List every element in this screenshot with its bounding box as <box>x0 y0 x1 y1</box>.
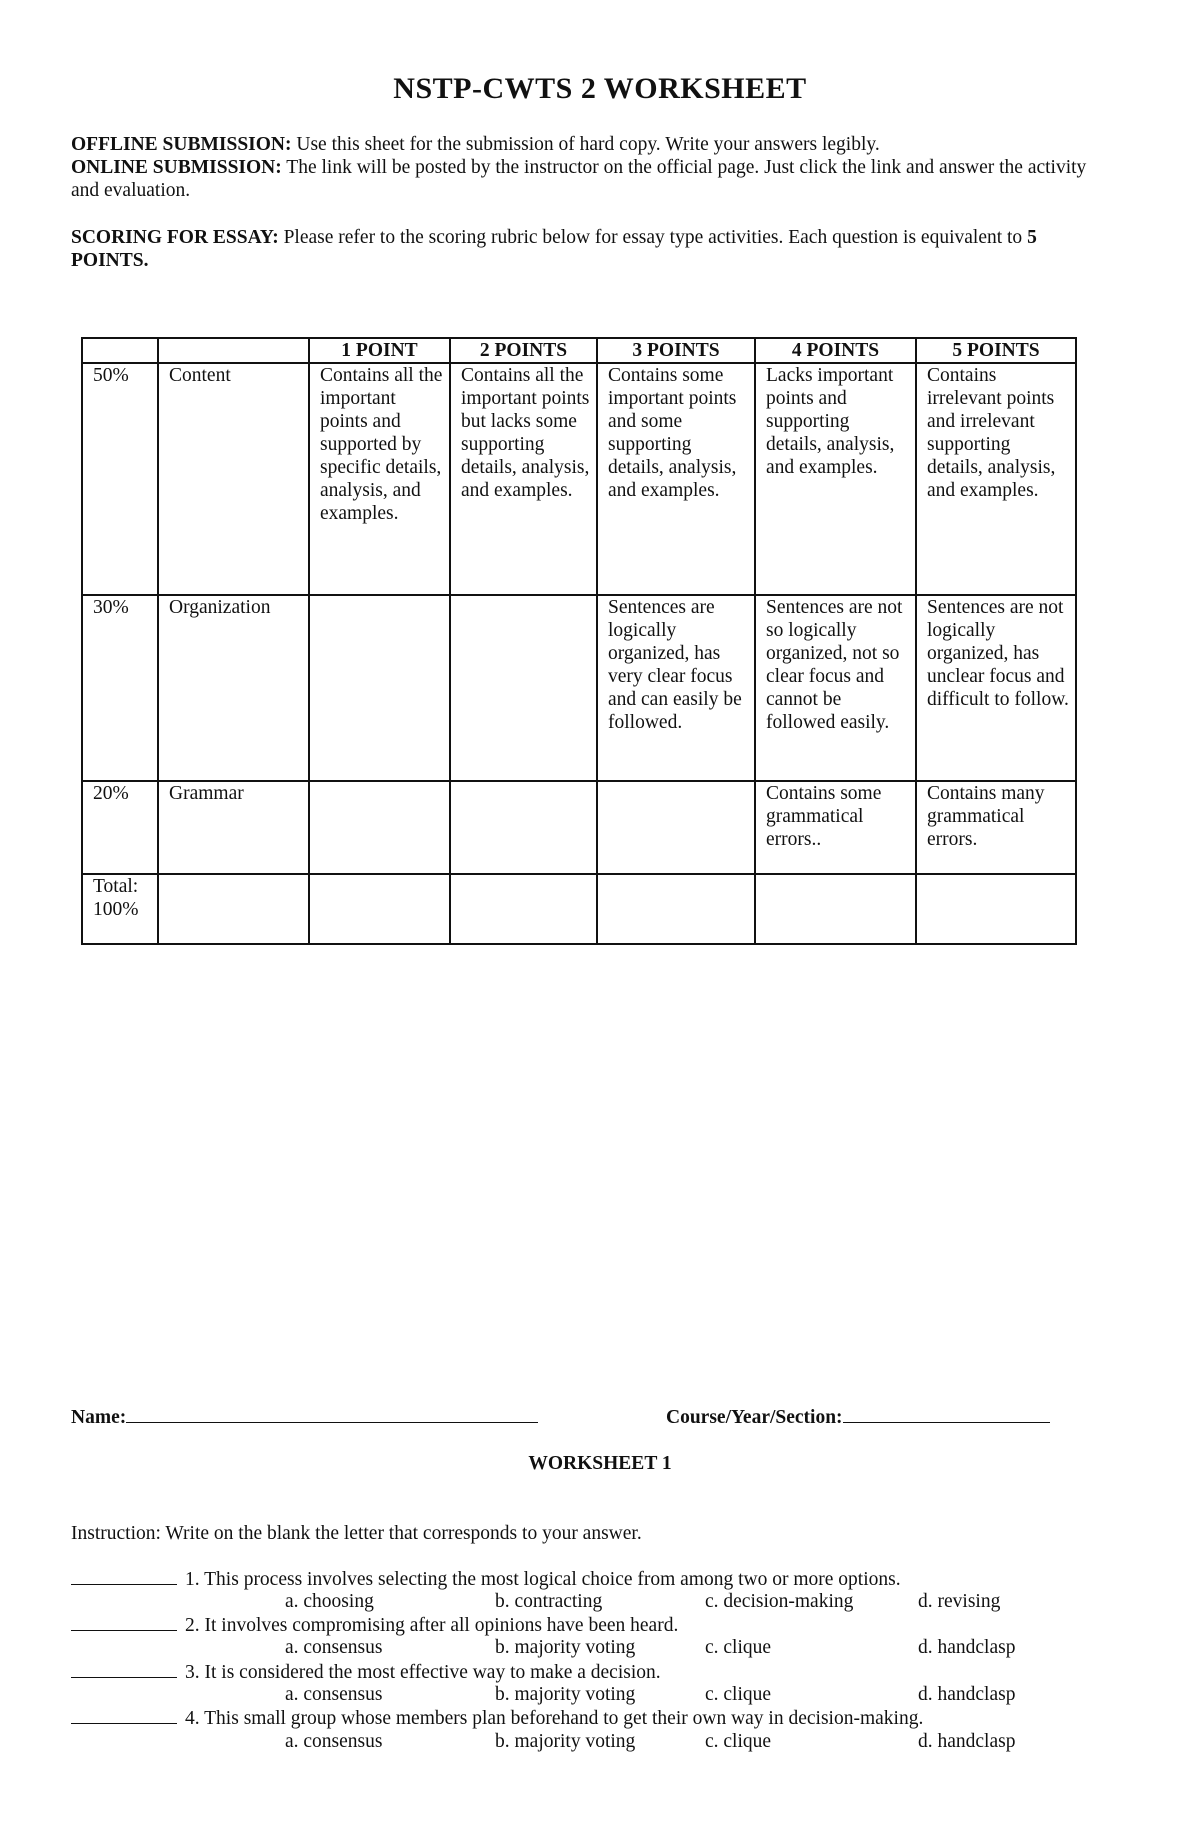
rubric-header-cell: 5 POINTS <box>916 338 1076 363</box>
question-1 <box>71 1568 1131 1591</box>
rubric-cell <box>309 781 450 874</box>
choice: a. consensus <box>285 1684 383 1705</box>
rubric-cell: Contains some grammatical errors.. <box>755 781 916 874</box>
rubric-cell: Contains all the important points and supported by specific details, analysis, and examples. <box>309 363 450 595</box>
choice: b. majority voting <box>495 1731 636 1752</box>
rubric-cell <box>309 595 450 781</box>
question-text: 2. It involves compromising after all opinions have been heard. <box>185 1615 679 1636</box>
choice: a. consensus <box>285 1731 383 1752</box>
rubric-cell <box>450 595 597 781</box>
answer-blank[interactable] <box>71 1661 177 1678</box>
rubric-header-row <box>82 338 1076 363</box>
choice: c. clique <box>705 1731 772 1752</box>
rubric-criterion <box>158 874 309 944</box>
rubric-header-cell: 2 POINTS <box>450 338 597 363</box>
rubric-row-organization <box>82 595 1076 781</box>
rubric-total-score-cell[interactable] <box>916 874 1076 944</box>
answer-blank[interactable] <box>71 1568 177 1585</box>
rubric-cell: Lacks important points and supporting details, analysis, and examples. <box>755 363 916 595</box>
scoring-points: 5 POINTS. <box>71 227 1037 271</box>
rubric-weight: Total: 100% <box>82 874 158 944</box>
offline-submission-text: Use this sheet for the submission of hard copy. Write your answers legibly. <box>291 134 880 155</box>
rubric-cell: Contains many grammatical errors. <box>916 781 1076 874</box>
rubric-criterion: Content <box>158 363 309 595</box>
question-3 <box>71 1661 1131 1684</box>
rubric-weight: 20% <box>82 781 158 874</box>
rubric-row-total <box>82 874 1076 944</box>
choice: b. majority voting <box>495 1684 636 1705</box>
rubric-cell: Contains irrelevant points and irrelevant supporting details, analysis, and examples. <box>916 363 1076 595</box>
choice: d. handclasp <box>918 1637 1016 1658</box>
rubric-cell: Contains some important points and some supporting details, analysis, and examples. <box>597 363 755 595</box>
choice: d. handclasp <box>918 1731 1016 1752</box>
choice: c. clique <box>705 1684 772 1705</box>
online-submission-label: ONLINE SUBMISSION: <box>71 157 282 178</box>
rubric-header-cell: 1 POINT <box>309 338 450 363</box>
page-title: NSTP-CWTS 2 WORKSHEET <box>393 72 807 105</box>
answer-blank[interactable] <box>71 1707 177 1724</box>
submission-instructions <box>71 133 1111 202</box>
course-year-section-blank[interactable] <box>843 1422 1050 1423</box>
choice: a. choosing <box>285 1591 374 1612</box>
name-blank[interactable] <box>126 1422 538 1423</box>
name-label: Name: <box>71 1407 127 1428</box>
name-field-group <box>71 1407 538 1429</box>
rubric-header-cell: 3 POINTS <box>597 338 755 363</box>
worksheet-title: WORKSHEET 1 <box>528 1453 672 1474</box>
scoring-instructions <box>71 226 1111 272</box>
scoring-rubric-table <box>81 337 1077 945</box>
choice: d. handclasp <box>918 1684 1016 1705</box>
rubric-weight: 30% <box>82 595 158 781</box>
rubric-total-score-cell[interactable] <box>450 874 597 944</box>
rubric-total-score-cell[interactable] <box>309 874 450 944</box>
question-text: 1. This process involves selecting the most logical choice from among two or more options. <box>185 1569 901 1590</box>
choice: a. consensus <box>285 1637 383 1658</box>
online-submission-line <box>71 156 1111 202</box>
choice: c. decision-making <box>705 1591 854 1612</box>
online-submission-text: The link will be posted by the instructor on the official page. Just click the link and answer the activity and evaluation. <box>71 157 1087 201</box>
scoring-label: SCORING FOR ESSAY: <box>71 227 279 248</box>
rubric-cell: Sentences are logically organized, has very clear focus and can easily be followed. <box>597 595 755 781</box>
choice: b. majority voting <box>495 1637 636 1658</box>
question-text: 4. This small group whose members plan beforehand to get their own way in decision-making. <box>185 1708 924 1729</box>
rubric-row-content <box>82 363 1076 595</box>
rubric-header-cell <box>82 338 158 363</box>
choice: d. revising <box>918 1591 1001 1612</box>
rubric-header-cell: 4 POINTS <box>755 338 916 363</box>
question-4 <box>71 1707 1131 1730</box>
rubric-cell: Sentences are not so logically organized, not so clear focus and cannot be followed easily. <box>755 595 916 781</box>
question-text: 3. It is considered the most effective way to make a decision. <box>185 1662 661 1683</box>
rubric-cell <box>450 781 597 874</box>
offline-submission-line <box>71 133 1111 156</box>
rubric-criterion: Organization <box>158 595 309 781</box>
rubric-cell <box>597 781 755 874</box>
offline-submission-label: OFFLINE SUBMISSION: <box>71 134 292 155</box>
rubric-weight: 50% <box>82 363 158 595</box>
rubric-cell: Contains all the important points but lacks some supporting details, analysis, and examples. <box>450 363 597 595</box>
rubric-header-cell <box>158 338 309 363</box>
question-2 <box>71 1614 1131 1637</box>
rubric-total-score-cell[interactable] <box>597 874 755 944</box>
rubric-total-score-cell[interactable] <box>755 874 916 944</box>
choice: b. contracting <box>495 1591 603 1612</box>
answer-blank[interactable] <box>71 1614 177 1631</box>
rubric-cell: Sentences are not logically organized, has unclear focus and difficult to follow. <box>916 595 1076 781</box>
scoring-text: Please refer to the scoring rubric below for essay type activities. Each question is equivalent to <box>278 227 1028 248</box>
rubric-row-grammar <box>82 781 1076 874</box>
choice: c. clique <box>705 1637 772 1658</box>
course-year-section-label: Course/Year/Section: <box>666 1407 843 1428</box>
rubric-criterion: Grammar <box>158 781 309 874</box>
course-field-group <box>666 1407 1050 1429</box>
instruction-text: Instruction: Write on the blank the letter that corresponds to your answer. <box>71 1523 642 1544</box>
